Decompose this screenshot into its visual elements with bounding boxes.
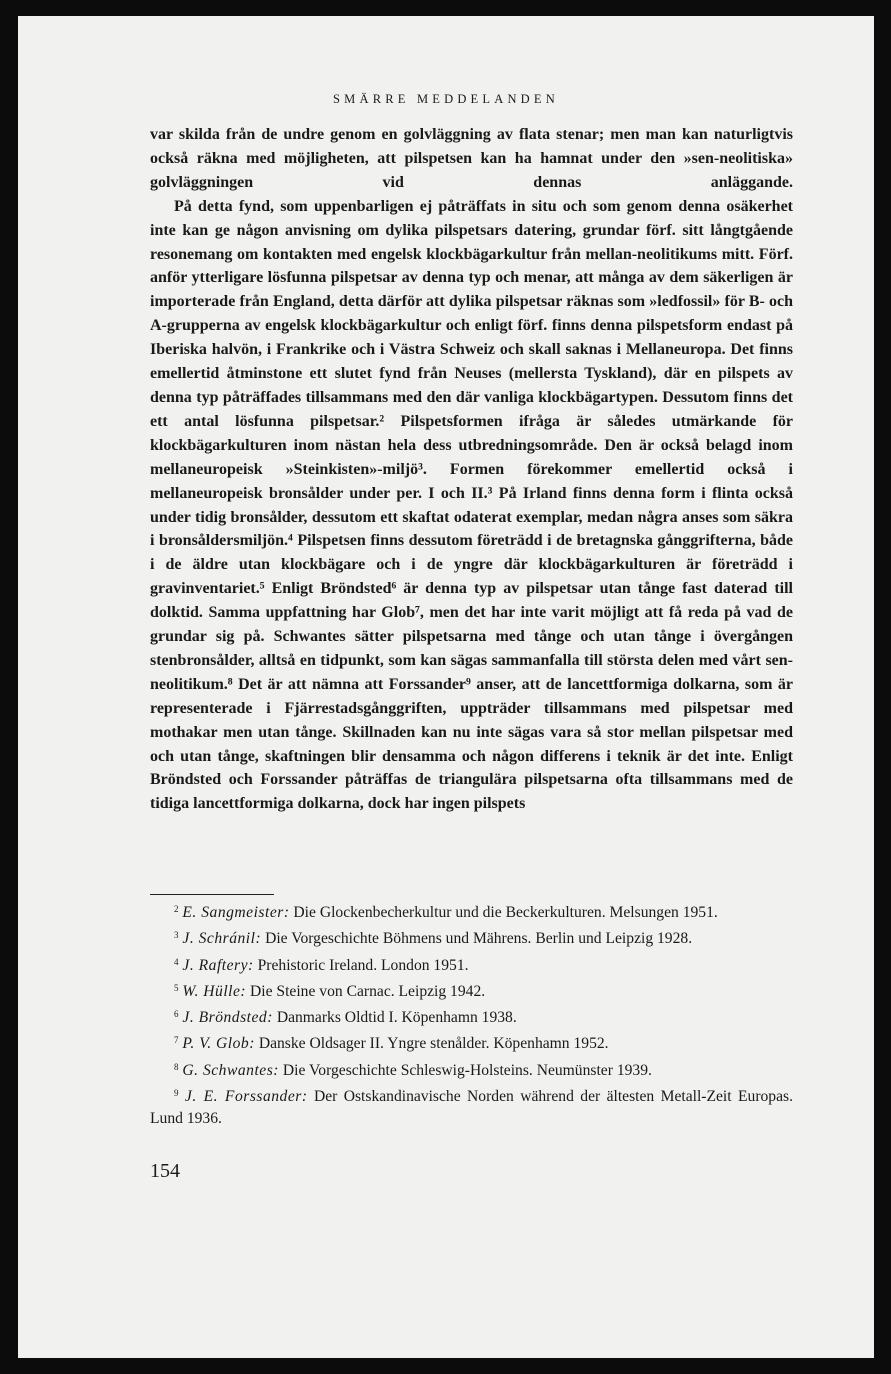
footnote-divider (150, 894, 274, 895)
running-head: SMÄRRE MEDDELANDEN (333, 92, 559, 106)
footnote-author: W. Hülle: (182, 982, 247, 1000)
footnote-number: 4 (174, 956, 179, 967)
page-number: 154 (150, 1160, 180, 1182)
footnote-author: E. Sangmeister: (182, 904, 290, 921)
footnote-author: G. Schwantes: (182, 1061, 279, 1079)
footnotes (150, 898, 793, 1131)
footnote-author: J. Schránil: (182, 930, 262, 948)
footnote-author: J. Bröndsted: (182, 1009, 273, 1027)
footnote (150, 1003, 793, 1029)
footnote-text: Prehistoric Ireland. London 1951. (253, 956, 469, 974)
body-text (150, 123, 793, 816)
footnote-author: J. E. Forssander: (184, 1088, 308, 1106)
footnote-number: 9 (174, 1088, 179, 1099)
footnote-text: Danske Oldsager II. Yngre stenålder. Köpenhamn 1952. (254, 1035, 609, 1053)
footnote (150, 898, 793, 924)
footnote (150, 924, 793, 950)
footnote (150, 1029, 793, 1055)
footnote (150, 1056, 793, 1082)
footnote-number: 6 (174, 1009, 179, 1020)
footnote-number: 5 (174, 982, 179, 993)
footnote-number: 3 (174, 930, 179, 941)
footnote-number: 8 (174, 1061, 179, 1072)
footnote-text: Die Vorgeschichte Böhmens und Mährens. Berlin und Leipzig 1928. (261, 930, 693, 948)
footnote-text: Die Vorgeschichte Schleswig-Holsteins. Neumünster 1939. (279, 1061, 652, 1079)
footnote-text: Der Ostskandinavische Norden während der ältesten Metall-Zeit Europas. Lund 1936. (150, 1088, 793, 1128)
footnote-text: Die Glockenbecherkultur und die Beckerkulturen. Melsungen 1951. (289, 904, 718, 921)
paragraph: var skilda från de undre genom en golvläggning av flata stenar; men man kan naturligtvis också räkna med möjligheten, att pilspetsen kan ha hamnat under den »sen-neolitiska» golvläggningen vid dennas anläggande. (150, 126, 793, 191)
footnote-text: Danmarks Oldtid I. Köpenhamn 1938. (272, 1009, 517, 1027)
footnote (150, 1082, 793, 1131)
footnote-author: P. V. Glob: (182, 1035, 255, 1053)
footnote (150, 951, 793, 977)
footnote-text: Die Steine von Carnac. Leipzig 1942. (246, 982, 486, 1000)
paragraph: På detta fynd, som uppenbarligen ej påträffats in situ och som genom denna osäkerhet inte kan ge någon anvisning om dylika pilspetsars datering, grundar förf. sitt långtgående resonemang om kontakten med engelsk klockbägarkultur från mellan-neolitikums mitt. Förf. anför ytterligare lösfunna pilspetsar av denna typ och menar, att många av dem säkerligen är importerade från England, detta därför att dylika pilspetsar räknas som »ledfossil» för B- och A-grupperna av engelsk klockbägarkultur och enligt förf. finns denna pilspetsform endast på Iberiska halvön, i Frankrike och i Västra Schweiz och skall saknas i Mellaneuropa. Det finns emellertid åtminstone ett slutet fynd från Neuses (mellersta Tyskland), där en pilspets av denna typ påträffades tillsammans med den där vanliga klockbägartypen. Dessutom finns det ett antal lösfunna pilspetsar.² Pilspetsformen ifråga är således utmärkande för klockbägarkulturen inom nästan hela dess utbredningsområde. Den är också belagd inom mellaneuropeisk »Steinkisten»-miljö³. Formen förekommer emellertid också i mellaneuropeisk bronsålder under per. I och II.³ På Irland finns denna form i flinta också under tidig bronsålder, dessutom ett skaftat odaterat exemplar, medan några anses som säkra i bronsåldersmiljön.⁴ Pilspetsen finns dessutom företrädd i de bretagnska gånggrifterna, både i de äldre utan klockbägare och i de yngre där klockbägarkulturen är företrädd i gravinventariet.⁵ Enligt Bröndsted⁶ är denna typ av pilspetsar utan tånge fast daterad till dolktid. Samma uppfattning har Glob⁷, men det har inte varit möjligt att få reda på vad de grundar sig på. Schwantes sätter pilspetsarna med tånge och utan tånge i övergången stenbronsålder, alltså en tidpunkt, som kan sägas sammanfalla till största delen med vårt sen-neolitikum.⁸ Det är att nämna att Forssander⁹ anser, att de lancettformiga dolkarna, som är representerade i Fjärrestadsgånggriften, uppträder tillsammans med pilspetsar med mothakar men utan tånge. Skillnaden kan nu inte sägas vara så stor mellan pilspetsar med och utan tånge, skaftningen blir densamma och någon differens i teknik är det inte. Enligt Bröndsted och Forssander påträffas de triangulära pilspetsarna ofta tillsammans med de tidiga lancettformiga dolkarna, dock har ingen pilspets (150, 197, 793, 813)
footnote-author: J. Raftery: (182, 956, 254, 974)
footnote (150, 977, 793, 1003)
footnote-number: 2 (174, 904, 179, 914)
book-page (18, 16, 874, 1358)
footnote-number: 7 (174, 1035, 179, 1046)
